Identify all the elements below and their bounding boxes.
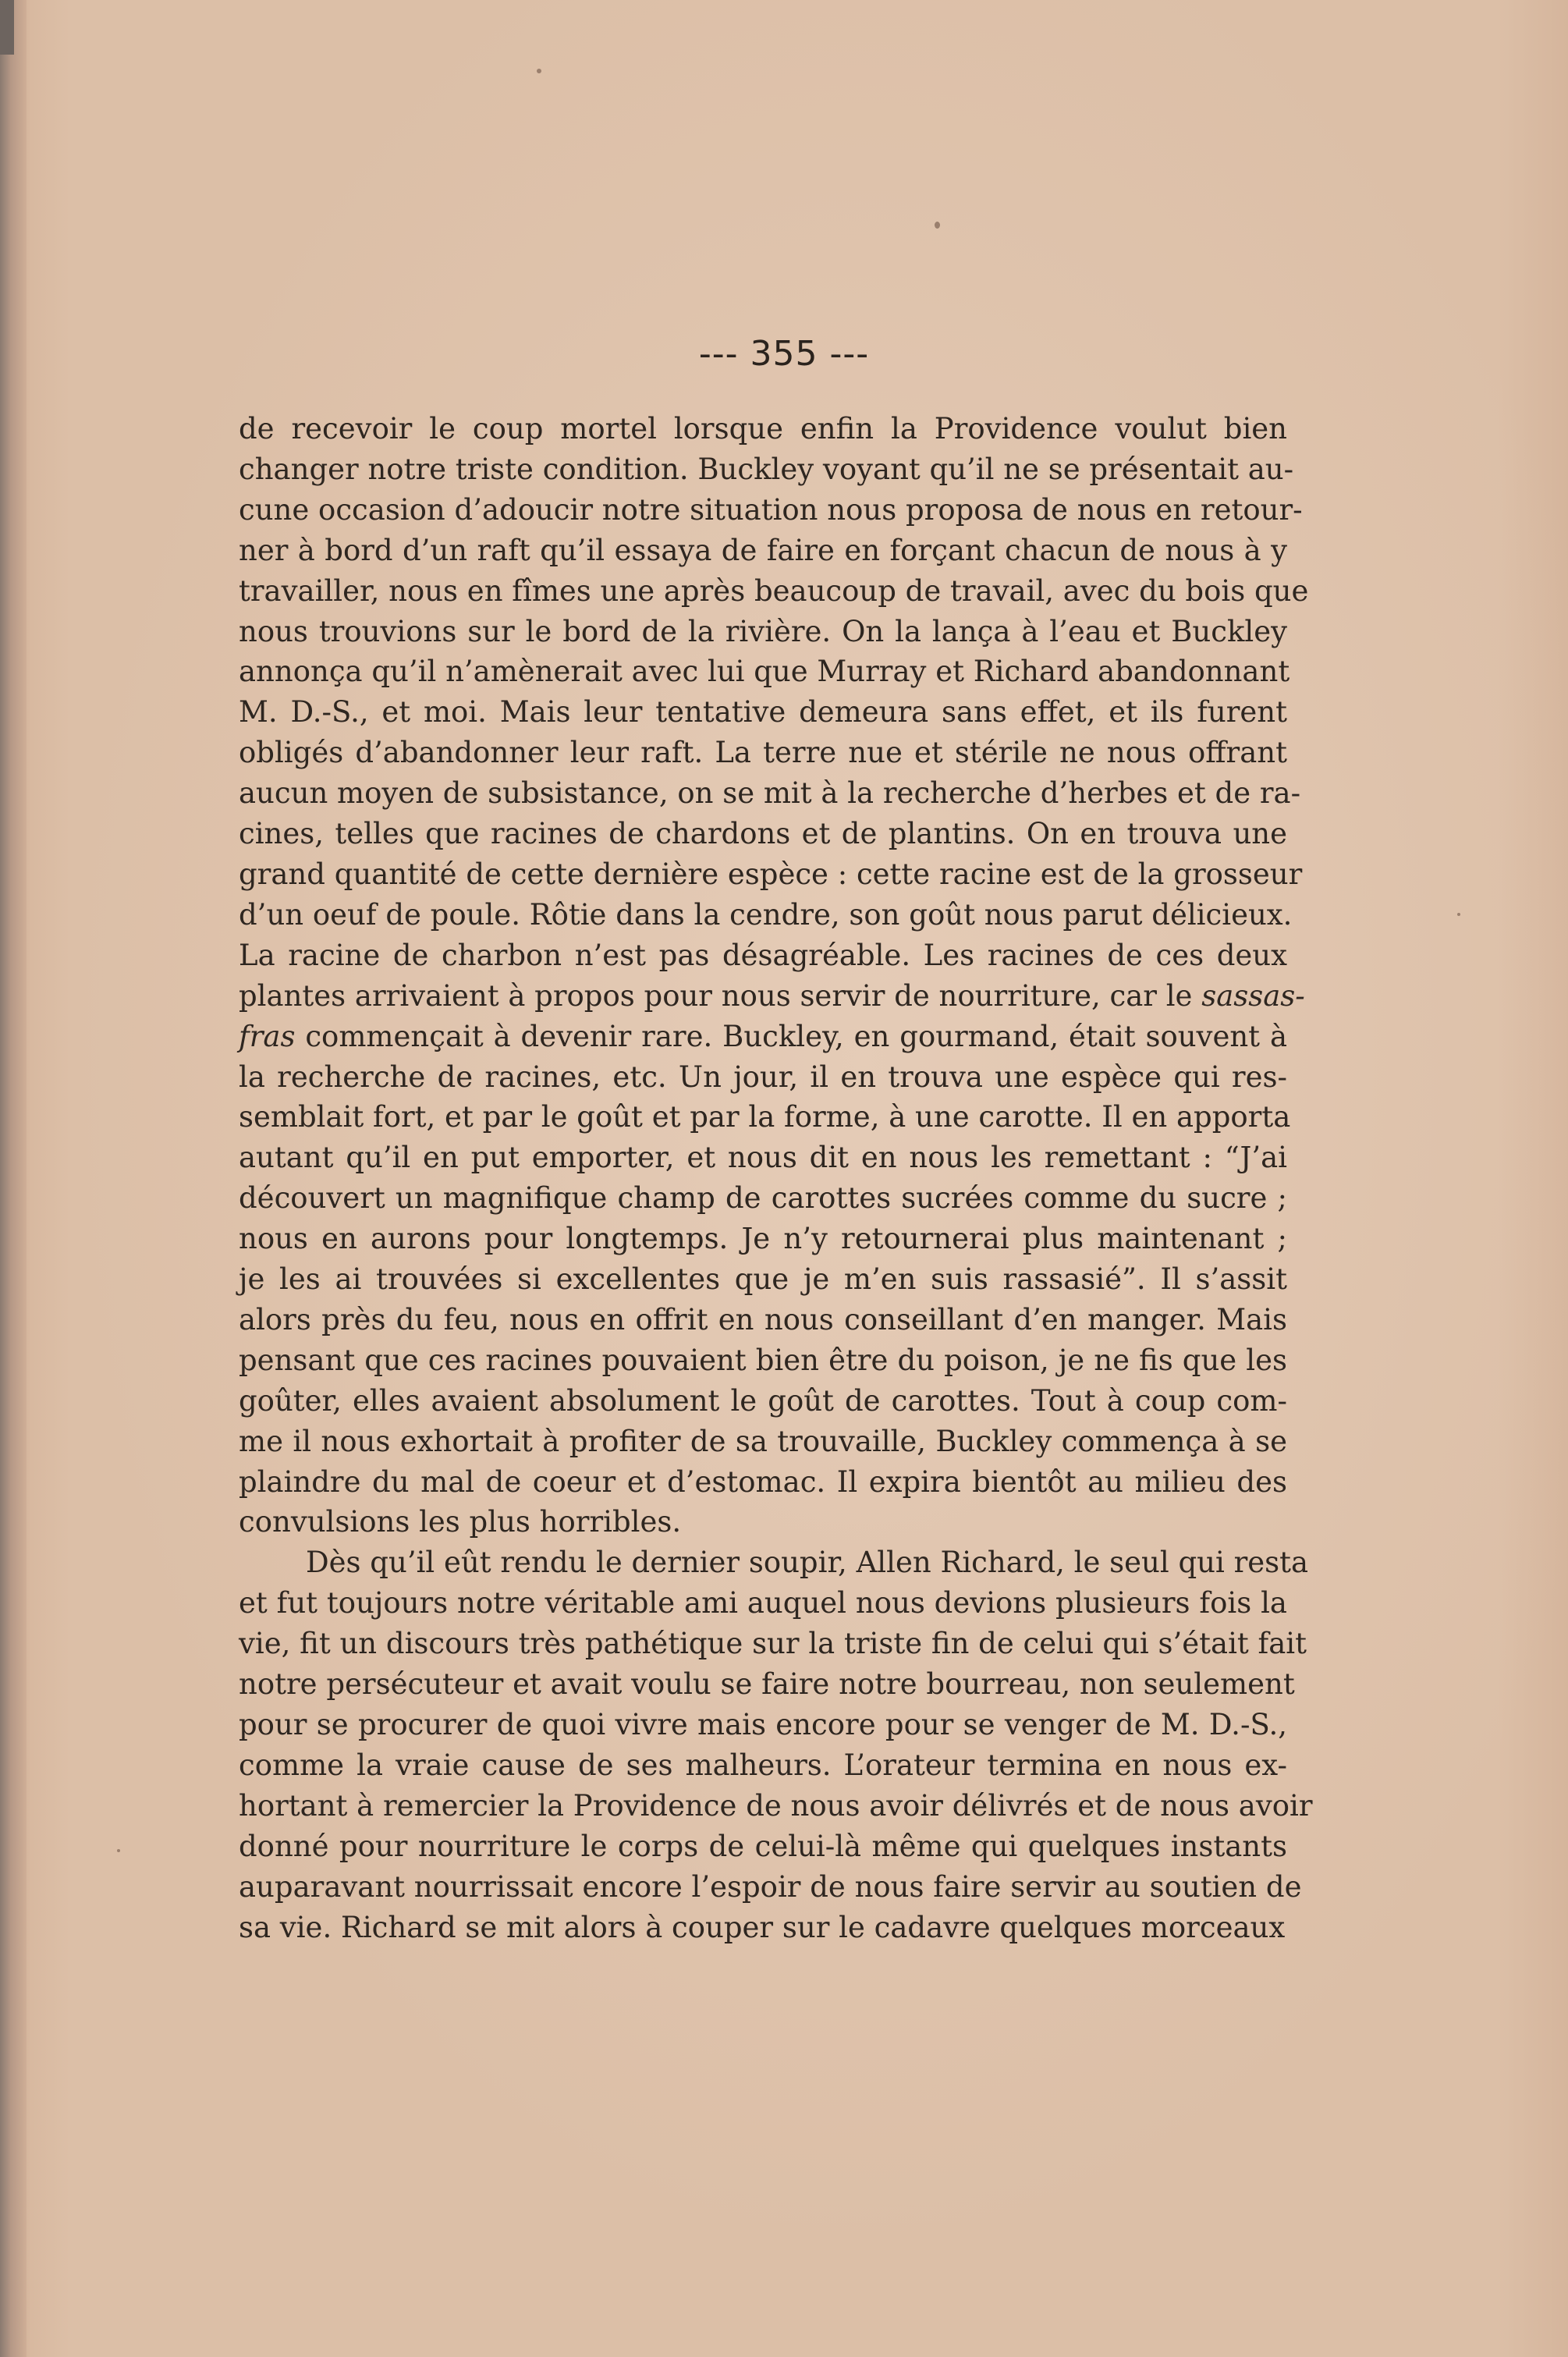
text-line: auparavant nourrissait encore l’espoir de nous faire servir au soutien de bbox=[239, 1869, 1302, 1904]
paragraph bbox=[239, 1542, 1313, 1947]
paragraph bbox=[239, 409, 1309, 1542]
text-line: goûter, elles avaient absolument le goût de carottes. Tout à coup com- bbox=[239, 1383, 1287, 1418]
text-line: comme la vraie cause de ses malheurs. L’orateur termina en nous ex- bbox=[239, 1748, 1287, 1782]
text-line: La racine de charbon n’est pas désagréable. Les racines de ces deux bbox=[239, 938, 1287, 972]
text-line: Dès qu’il eût rendu le dernier soupir, Allen Richard, le seul qui resta bbox=[306, 1546, 1309, 1580]
text-line: la recherche de racines, etc. Un jour, il en trouva une espèce qui res- bbox=[239, 1060, 1287, 1094]
binding-mark bbox=[0, 0, 14, 55]
text-line: nous trouvions sur le bord de la rivière. On la lança à l’eau et Buckley bbox=[239, 614, 1287, 648]
text-line: grand quantité de cette dernière espèce : cette racine est de la grosseur bbox=[239, 857, 1303, 891]
text-line: cune occasion d’adoucir notre situation nous proposa de nous en retour- bbox=[239, 492, 1303, 527]
paper-speck bbox=[117, 1849, 120, 1852]
text-line: obligés d’abandonner leur raft. La terre nue et stérile ne nous offrant bbox=[239, 736, 1287, 770]
text-line: notre persécuteur et avait voulu se faire notre bourreau, non seulement bbox=[239, 1667, 1295, 1702]
text-line: pensant que ces racines pouvaient bien être du poison, je ne fis que les bbox=[239, 1343, 1287, 1377]
text-line: je les ai trouvées si excellentes que je m’en suis rassasié”. Il s’assit bbox=[239, 1262, 1287, 1297]
text-line: nous en aurons pour longtemps. Je n’y retournerai plus maintenant ; bbox=[239, 1222, 1287, 1256]
paper-speck bbox=[1457, 913, 1460, 916]
paper-speck bbox=[935, 222, 940, 229]
text-line: plaindre du mal de coeur et d’estomac. Il expira bientôt au milieu des bbox=[239, 1464, 1287, 1499]
text-line: vie, fit un discours très pathétique sur la triste fin de celui qui s’était fait bbox=[239, 1627, 1307, 1661]
text-line: ner à bord d’un raft qu’il essaya de faire en forçant chacun de nous à y bbox=[239, 533, 1287, 567]
text-line: donné pour nourriture le corps de celui-là même qui quelques instants bbox=[239, 1829, 1287, 1863]
text-line: convulsions les plus horribles. bbox=[239, 1505, 682, 1539]
text-line: cines, telles que racines de chardons et de plantins. On en trouva une bbox=[239, 817, 1287, 851]
text-line: plantes arrivaient à propos pour nous servir de nourriture, car le sassas- bbox=[239, 978, 1305, 1013]
text-line: changer notre triste condition. Buckley voyant qu’il ne se présentait au- bbox=[239, 452, 1294, 486]
text-line: me il nous exhortait à profiter de sa trouvaille, Buckley commença à se bbox=[239, 1424, 1287, 1458]
text-line: fras commençait à devenir rare. Buckley, en gourmand, était souvent à bbox=[239, 1019, 1287, 1053]
paper-speck bbox=[537, 69, 541, 73]
text-line: travailler, nous en fîmes une après beaucoup de travail, avec du bois que bbox=[239, 573, 1309, 608]
text-line: sa vie. Richard se mit alors à couper sur le cadavre quelques morceaux bbox=[239, 1910, 1286, 1944]
text-line: pour se procurer de quoi vivre mais encore pour se venger de M. D.-S., bbox=[239, 1708, 1287, 1741]
text-line: semblait fort, et par le goût et par la forme, à une carotte. Il en apporta bbox=[239, 1100, 1291, 1134]
text-line: M. D.-S., et moi. Mais leur tentative demeura sans effet, et ils furent bbox=[239, 695, 1287, 729]
text-line: découvert un magnifique champ de carottes sucrées comme du sucre ; bbox=[239, 1181, 1287, 1216]
text-line: aucun moyen de subsistance, on se mit à la recherche d’herbes et de ra- bbox=[239, 776, 1301, 811]
text-line: et fut toujours notre véritable ami auquel nous devions plusieurs fois la bbox=[239, 1586, 1287, 1620]
text-line: annonça qu’il n’amènerait avec lui que Murray et Richard abandonnant bbox=[239, 655, 1290, 689]
body-text bbox=[239, 409, 1313, 1947]
text-line: d’un oeuf de poule. Rôtie dans la cendre, son goût nous parut délicieux. bbox=[239, 897, 1293, 932]
text-line: hortant à remercier la Providence de nous avoir délivrés et de nous avoir bbox=[239, 1788, 1313, 1823]
page-number: --- 355 --- bbox=[698, 334, 870, 374]
text-line: alors près du feu, nous en offrit en nous conseillant d’en manger. Mais bbox=[239, 1302, 1287, 1336]
text-line: autant qu’il en put emporter, et nous dit en nous les remettant : “J’ai bbox=[239, 1141, 1287, 1175]
text-line: de recevoir le coup mortel lorsque enfin la Providence voulut bien bbox=[239, 412, 1287, 445]
